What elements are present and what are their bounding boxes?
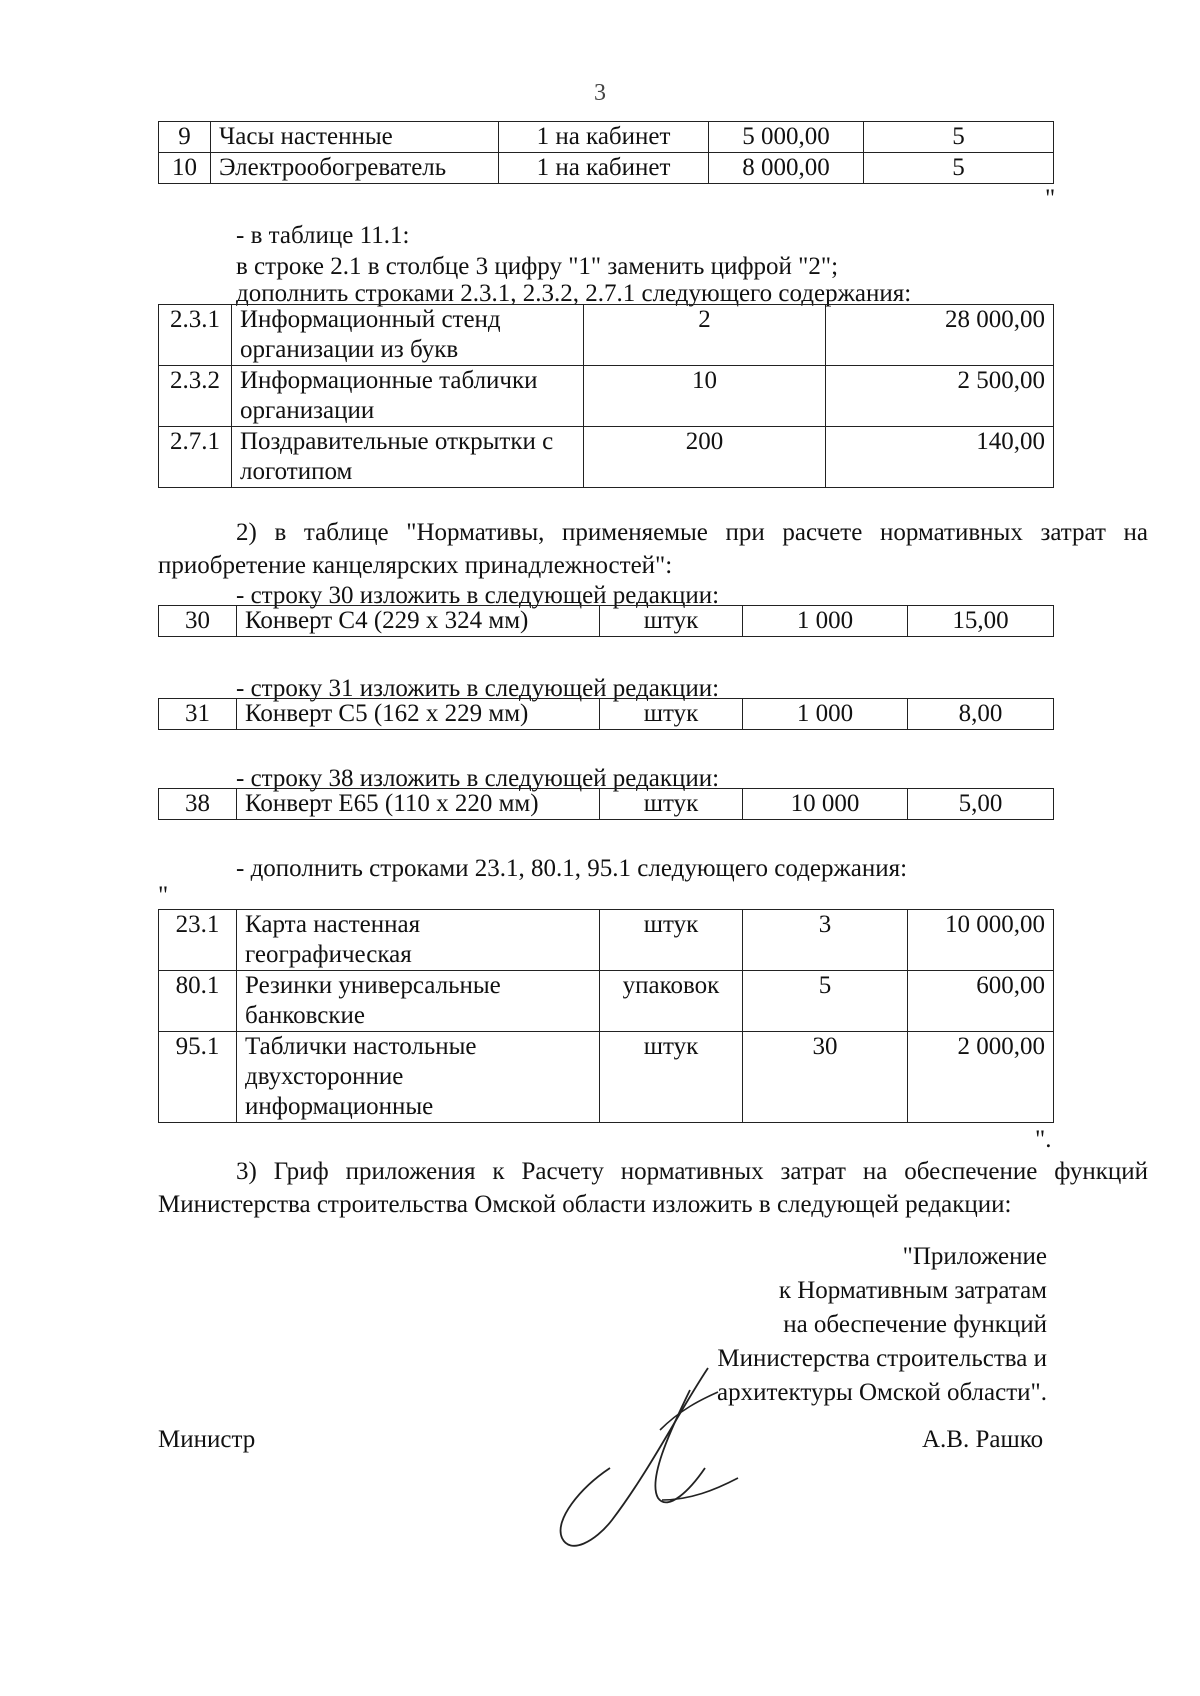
table-add-rows bbox=[158, 909, 1054, 1123]
signature-position: Министр bbox=[158, 1426, 256, 1453]
table-cell: 8 000,00 bbox=[709, 153, 864, 184]
stamp-line: "Приложение bbox=[902, 1243, 1047, 1270]
section2-line30: - строку 30 изложить в следующей редакции: bbox=[236, 582, 720, 609]
table-cell: штук bbox=[600, 699, 743, 730]
table-cell: 2.3.2 bbox=[159, 366, 232, 427]
table-cell: 2 bbox=[584, 305, 826, 366]
table-cell: штук bbox=[600, 606, 743, 637]
table-cell: 95.1 bbox=[159, 1032, 237, 1123]
table-cell: Карта настенная географическая bbox=[237, 910, 600, 971]
table-cell: штук bbox=[600, 789, 743, 820]
open-quote: " bbox=[158, 882, 169, 909]
table-row38 bbox=[158, 788, 1054, 820]
table-cell: 30 bbox=[743, 1032, 908, 1123]
section3-paragraph: 3) Гриф приложения к Расчету нормативных затрат на обеспечение функций Министерства строительства Омской области изложить в следующей редакции: bbox=[158, 1158, 1148, 1218]
table-cell: штук bbox=[600, 910, 743, 971]
stamp-line: Министерства строительства и bbox=[717, 1345, 1047, 1372]
table-cell: 200 bbox=[584, 427, 826, 488]
table-cell: 10 bbox=[159, 153, 211, 184]
table-cell: 5 bbox=[864, 153, 1054, 184]
table-row bbox=[159, 1032, 1054, 1123]
table-row bbox=[159, 427, 1054, 488]
table-cell: 1 000 bbox=[743, 699, 908, 730]
table-cell: 23.1 bbox=[159, 910, 237, 971]
table-top bbox=[158, 121, 1054, 184]
stamp-line: на обеспечение функций bbox=[783, 1311, 1047, 1338]
table-cell: 2.3.1 bbox=[159, 305, 232, 366]
table-cell: Информационные таблички организации bbox=[232, 366, 584, 427]
table-cell: 1 000 bbox=[743, 606, 908, 637]
table-cell: Информационный стенд организации из букв bbox=[232, 305, 584, 366]
stamp-line: архитектуры Омской области". bbox=[717, 1379, 1047, 1406]
table-cell: 2 000,00 bbox=[908, 1032, 1054, 1123]
table-cell: 10 000,00 bbox=[908, 910, 1054, 971]
table-row30 bbox=[158, 605, 1054, 637]
table-row bbox=[159, 305, 1054, 366]
table-cell: 15,00 bbox=[908, 606, 1054, 637]
table-row bbox=[159, 153, 1054, 184]
section2-line31: - строку 31 изложить в следующей редакции: bbox=[236, 675, 720, 702]
handwritten-signature bbox=[540, 1350, 750, 1570]
table-cell: 5,00 bbox=[908, 789, 1054, 820]
section2-line38: - строку 38 изложить в следующей редакции: bbox=[236, 765, 720, 792]
table-cell: Конверт С5 (162 х 229 мм) bbox=[237, 699, 600, 730]
table-cell: 5 000,00 bbox=[709, 122, 864, 153]
table-11-1 bbox=[158, 304, 1054, 488]
table-cell: 600,00 bbox=[908, 971, 1054, 1032]
table-cell: 10 bbox=[584, 366, 826, 427]
page-number: 3 bbox=[594, 80, 606, 106]
table-cell: 2.7.1 bbox=[159, 427, 232, 488]
table-cell: 10 000 bbox=[743, 789, 908, 820]
table-cell: 28 000,00 bbox=[826, 305, 1054, 366]
table-cell: 5 bbox=[864, 122, 1054, 153]
table-row bbox=[159, 366, 1054, 427]
table-cell: 3 bbox=[743, 910, 908, 971]
table-row31 bbox=[158, 698, 1054, 730]
stamp-line: к Нормативным затратам bbox=[778, 1277, 1047, 1304]
table-cell: 140,00 bbox=[826, 427, 1054, 488]
table-cell: Часы настенные bbox=[211, 122, 499, 153]
table-cell: Резинки универсальные банковские bbox=[237, 971, 600, 1032]
section1-line2: в строке 2.1 в столбце 3 цифру "1" заменить цифрой "2"; bbox=[236, 253, 839, 280]
table-row bbox=[159, 910, 1054, 971]
section2-paragraph: 2) в таблице "Нормативы, применяемые при расчете нормативных затрат на приобретение канцелярских принадлежностей": bbox=[158, 519, 1148, 579]
table-cell: 31 bbox=[159, 699, 237, 730]
table-cell: 8,00 bbox=[908, 699, 1054, 730]
table-cell: Конверт С4 (229 х 324 мм) bbox=[237, 606, 600, 637]
table-cell: штук bbox=[600, 1032, 743, 1123]
section1-line1: - в таблице 11.1: bbox=[236, 222, 410, 249]
table-cell: Электрообогреватель bbox=[211, 153, 499, 184]
table-row bbox=[159, 971, 1054, 1032]
close-quote: ". bbox=[1035, 1126, 1052, 1153]
table-cell: 80.1 bbox=[159, 971, 237, 1032]
section2-line-add: - дополнить строками 23.1, 80.1, 95.1 следующего содержания: bbox=[236, 855, 908, 882]
closing-quote-top: " bbox=[1045, 185, 1056, 212]
table-cell: 5 bbox=[743, 971, 908, 1032]
table-cell: 30 bbox=[159, 606, 237, 637]
table-cell: 9 bbox=[159, 122, 211, 153]
table-row bbox=[159, 789, 1054, 820]
table-cell: 38 bbox=[159, 789, 237, 820]
table-row bbox=[159, 699, 1054, 730]
table-cell: упаковок bbox=[600, 971, 743, 1032]
table-cell: 1 на кабинет bbox=[499, 122, 709, 153]
table-cell: Таблички настольные двухсторонние информационные bbox=[237, 1032, 600, 1123]
table-row bbox=[159, 122, 1054, 153]
table-cell: 1 на кабинет bbox=[499, 153, 709, 184]
signature-name: А.В. Рашко bbox=[922, 1426, 1044, 1453]
table-cell: Поздравительные открытки с логотипом bbox=[232, 427, 584, 488]
table-cell: Конверт Е65 (110 х 220 мм) bbox=[237, 789, 600, 820]
section1-line3: дополнить строками 2.3.1, 2.3.2, 2.7.1 следующего содержания: bbox=[236, 280, 912, 307]
table-cell: 2 500,00 bbox=[826, 366, 1054, 427]
table-row bbox=[159, 606, 1054, 637]
